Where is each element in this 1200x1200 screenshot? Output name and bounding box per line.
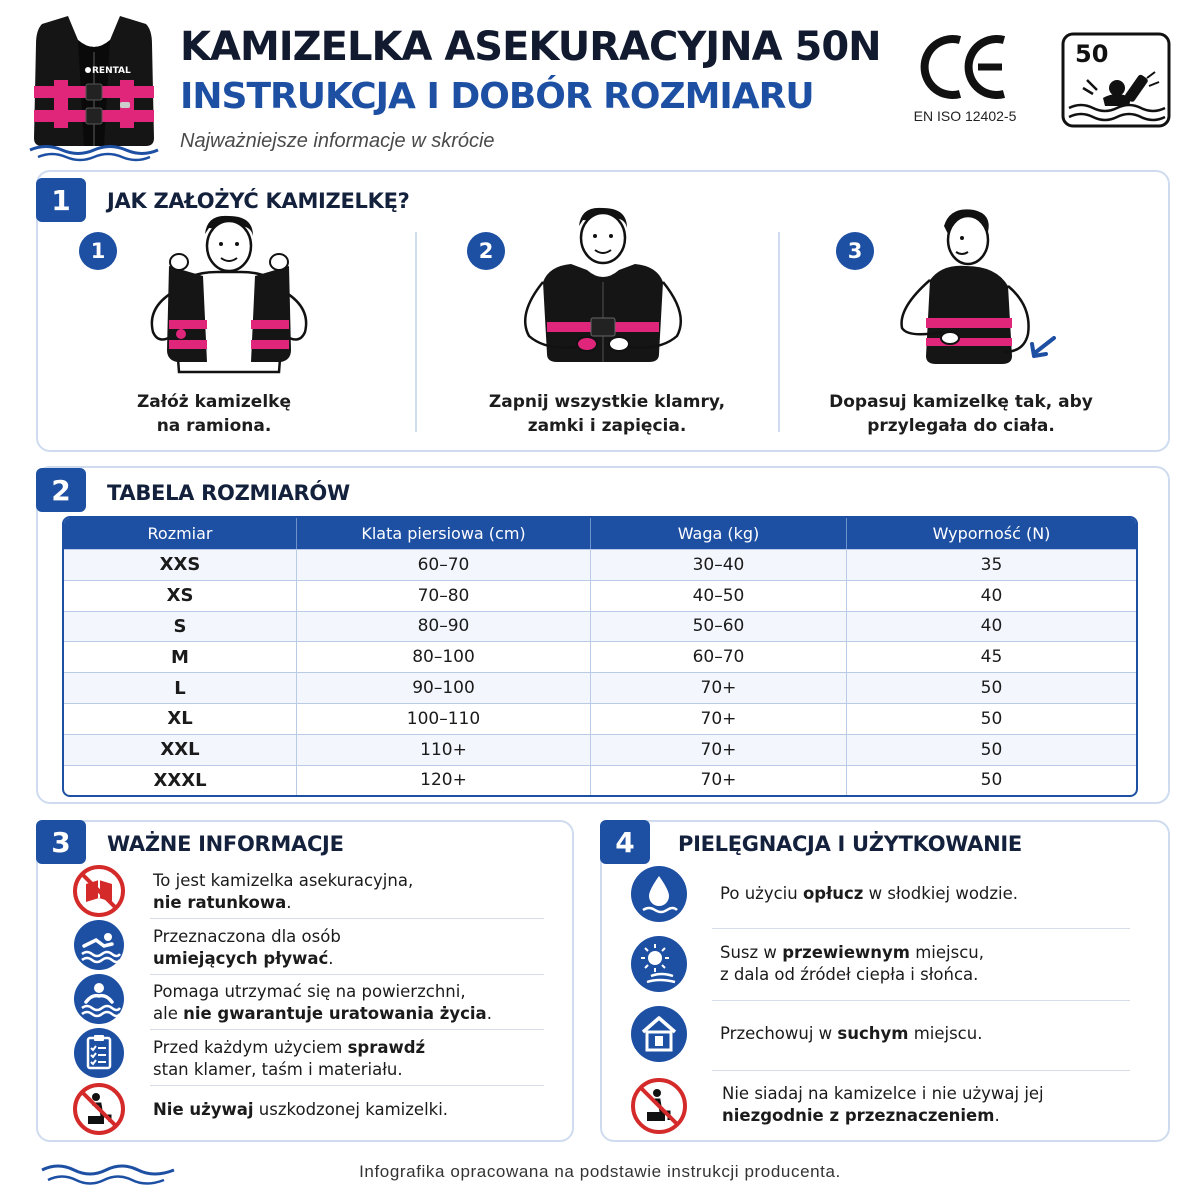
care-item-3-bold: suchym xyxy=(837,1024,909,1043)
vest-brand-label: RENTAL xyxy=(92,66,131,76)
step-1-number: 1 xyxy=(79,232,117,270)
table-row xyxy=(64,734,1136,765)
step-3 xyxy=(829,232,1166,442)
vest-logo-icon xyxy=(28,10,160,162)
section-2-number: 2 xyxy=(36,468,86,512)
size-table-header xyxy=(64,518,1136,549)
size-table-body xyxy=(64,549,1136,795)
cell-buoyancy: 45 xyxy=(980,647,1003,668)
cell-size: M xyxy=(64,642,297,672)
checklist-icon xyxy=(72,1026,126,1080)
care-item-2-rest: miejscu, xyxy=(909,943,984,962)
step-3-caption xyxy=(816,390,1106,438)
step-1-caption xyxy=(79,390,349,438)
swimmer-icon xyxy=(72,918,126,972)
cell-chest: 80–100 xyxy=(297,642,591,672)
cell-chest: 80–90 xyxy=(297,612,591,642)
care-item-3-text xyxy=(720,1023,982,1045)
table-row xyxy=(64,549,1136,580)
section-4-number: 4 xyxy=(600,820,650,864)
dry-storage-house-icon xyxy=(629,1004,689,1064)
section-4-title: PIELĘGNACJA I UŻYTKOWANIE xyxy=(678,832,1022,856)
cell-buoyancy: 50 xyxy=(980,678,1003,699)
cell-chest: 90–100 xyxy=(297,673,591,703)
care-separator-2 xyxy=(712,1000,1130,1001)
header xyxy=(0,0,1200,165)
cell-buoyancy: 50 xyxy=(980,770,1003,791)
care-separator-3 xyxy=(712,1070,1130,1071)
cell-weight: 50–60 xyxy=(591,612,847,642)
no-sitting-icon xyxy=(629,1076,689,1136)
cell-weight: 40–50 xyxy=(591,581,847,611)
table-row xyxy=(64,765,1136,796)
info-item-3-text xyxy=(153,981,492,1025)
info-item-3-bold: nie gwarantuje uratowania życia xyxy=(183,1004,487,1023)
ce-standard-label: EN ISO 12402-5 xyxy=(913,108,1017,124)
step-2 xyxy=(467,232,797,442)
step-divider-2 xyxy=(778,232,780,432)
info-separator-4 xyxy=(150,1085,544,1086)
step-2-caption-line1: Zapnij wszystkie klamry, xyxy=(488,392,726,412)
person-adjusting-vest-icon xyxy=(892,206,1072,382)
size-table xyxy=(62,516,1138,797)
section-3-title: WAŻNE INFORMACJE xyxy=(107,832,344,856)
info-item-1-text xyxy=(153,870,413,914)
cell-buoyancy: 35 xyxy=(980,554,1003,575)
step-1 xyxy=(79,232,409,442)
info-item-3-line1: Pomaga utrzymać się na powierzchni, xyxy=(153,982,466,1001)
cell-buoyancy: 40 xyxy=(980,585,1003,606)
info-separator-2 xyxy=(150,974,544,975)
care-separator-1 xyxy=(712,928,1130,929)
table-row xyxy=(64,611,1136,642)
footer-note: Infografika opracowana na podstawie instrukcji producenta. xyxy=(359,1162,841,1181)
table-row xyxy=(64,703,1136,734)
cell-chest: 120+ xyxy=(297,766,591,796)
info-separator-3 xyxy=(150,1029,544,1030)
care-item-4-text xyxy=(722,1083,1044,1127)
table-row xyxy=(64,580,1136,611)
header-buoyancy: Wyporność (N) xyxy=(932,524,1051,543)
info-item-1-bold: nie ratunkowa xyxy=(153,893,287,912)
info-item-4-line2: stan klamer, taśm i materiału. xyxy=(153,1060,403,1079)
floating-swimmer-icon xyxy=(72,972,126,1026)
cell-size: L xyxy=(64,673,297,703)
care-item-1-rest: w słodkiej wodzie. xyxy=(863,884,1019,903)
step-2-number: 2 xyxy=(467,232,505,270)
page-title: KAMIZELKA ASEKURACYJNA 50N xyxy=(180,24,881,70)
person-putting-on-vest-icon xyxy=(129,212,329,382)
cell-buoyancy: 50 xyxy=(980,708,1003,729)
care-item-2-bold: przewiewnym xyxy=(782,943,910,962)
care-item-2-line2: z dala od źródeł ciepła i słońca. xyxy=(720,965,979,984)
cell-size: S xyxy=(64,612,297,642)
step-1-caption-line1: Załóż kamizelkę xyxy=(136,392,291,412)
info-item-5-rest: uszkodzonej kamizelki. xyxy=(253,1100,449,1119)
info-separator-1 xyxy=(150,918,544,919)
cell-chest: 60–70 xyxy=(297,550,591,580)
section-3-number: 3 xyxy=(36,820,86,864)
info-item-2-text xyxy=(153,926,341,970)
info-item-3-rest: . xyxy=(486,1004,492,1023)
page-tagline: Najważniejsze informacje w skrócie xyxy=(180,130,495,152)
cell-weight: 60–70 xyxy=(591,642,847,672)
header-size: Rozmiar xyxy=(64,518,297,549)
water-drop-icon xyxy=(629,864,689,924)
cell-weight: 70+ xyxy=(591,735,847,765)
cell-weight: 70+ xyxy=(591,766,847,796)
cell-size: XXL xyxy=(64,735,297,765)
header-weight: Waga (kg) xyxy=(591,518,847,549)
cell-size: XL xyxy=(64,704,297,734)
step-2-caption xyxy=(457,390,757,438)
cell-weight: 30–40 xyxy=(591,550,847,580)
care-item-1-text xyxy=(720,883,1018,905)
info-item-1-line1: To jest kamizelka asekuracyjna, xyxy=(153,871,414,890)
care-item-3-pre: Przechowuj w xyxy=(720,1024,838,1043)
step-divider-1 xyxy=(415,232,417,432)
cell-buoyancy: 40 xyxy=(980,616,1003,637)
info-item-4-bold: sprawdź xyxy=(347,1038,426,1057)
step-3-caption-line1: Dopasuj kamizelkę tak, aby xyxy=(829,392,1093,412)
care-item-2-text xyxy=(720,942,984,986)
care-item-4-rest: . xyxy=(994,1106,1000,1125)
step-3-caption-line2: przylegała do ciała. xyxy=(867,416,1055,436)
info-item-1-rest: . xyxy=(286,893,292,912)
no-damaged-vest-icon xyxy=(72,1082,126,1136)
air-dry-sun-icon xyxy=(629,934,689,994)
care-item-4-line1: Nie siadaj na kamizelce i nie używaj jej xyxy=(722,1084,1044,1103)
info-item-4-pre: Przed każdym użyciem xyxy=(153,1038,348,1057)
table-row xyxy=(64,641,1136,672)
step-3-number: 3 xyxy=(836,232,874,270)
info-item-4-text xyxy=(153,1037,425,1081)
section-2-title: TABELA ROZMIARÓW xyxy=(107,481,350,505)
cell-weight: 70+ xyxy=(591,704,847,734)
badge-value: 50 xyxy=(1075,40,1109,68)
cell-chest: 70–80 xyxy=(297,581,591,611)
info-item-2-line1: Przeznaczona dla osób xyxy=(153,927,341,946)
page-subtitle-heading: INSTRUKCJA I DOBÓR ROZMIARU xyxy=(180,76,814,117)
info-item-3-pre: ale xyxy=(153,1004,184,1023)
section-1-title: JAK ZAŁOŻYĆ KAMIZELKĘ? xyxy=(107,189,410,213)
cell-size: XXS xyxy=(64,550,297,580)
cell-buoyancy: 50 xyxy=(980,739,1003,760)
ce-mark-icon xyxy=(918,30,1012,104)
cell-size: XXXL xyxy=(64,766,297,796)
care-item-1-pre: Po użyciu xyxy=(720,884,803,903)
info-item-5-text xyxy=(153,1099,448,1121)
no-lifebuoy-icon xyxy=(72,864,126,918)
info-item-2-rest: . xyxy=(328,949,334,968)
care-item-3-rest: miejscu. xyxy=(908,1024,983,1043)
cell-size: XS xyxy=(64,581,297,611)
header-chest: Klata piersiowa (cm) xyxy=(297,518,591,549)
care-item-2-pre: Susz w xyxy=(720,943,783,962)
step-2-caption-line2: zamki i zapięcia. xyxy=(527,416,687,436)
cell-chest: 100–110 xyxy=(297,704,591,734)
cell-weight: 70+ xyxy=(591,673,847,703)
person-buckling-vest-icon xyxy=(513,204,693,380)
care-item-4-bold: niezgodnie z przeznaczeniem xyxy=(722,1106,995,1125)
info-item-5-bold: Nie używaj xyxy=(153,1100,254,1119)
cell-chest: 110+ xyxy=(297,735,591,765)
buoyancy-50-badge-icon xyxy=(1061,32,1171,128)
care-item-1-bold: opłucz xyxy=(802,884,864,903)
section-1-number: 1 xyxy=(36,178,86,222)
table-row xyxy=(64,672,1136,703)
info-item-2-bold: umiejących pływać xyxy=(153,949,329,968)
step-1-caption-line2: na ramiona. xyxy=(156,416,272,436)
